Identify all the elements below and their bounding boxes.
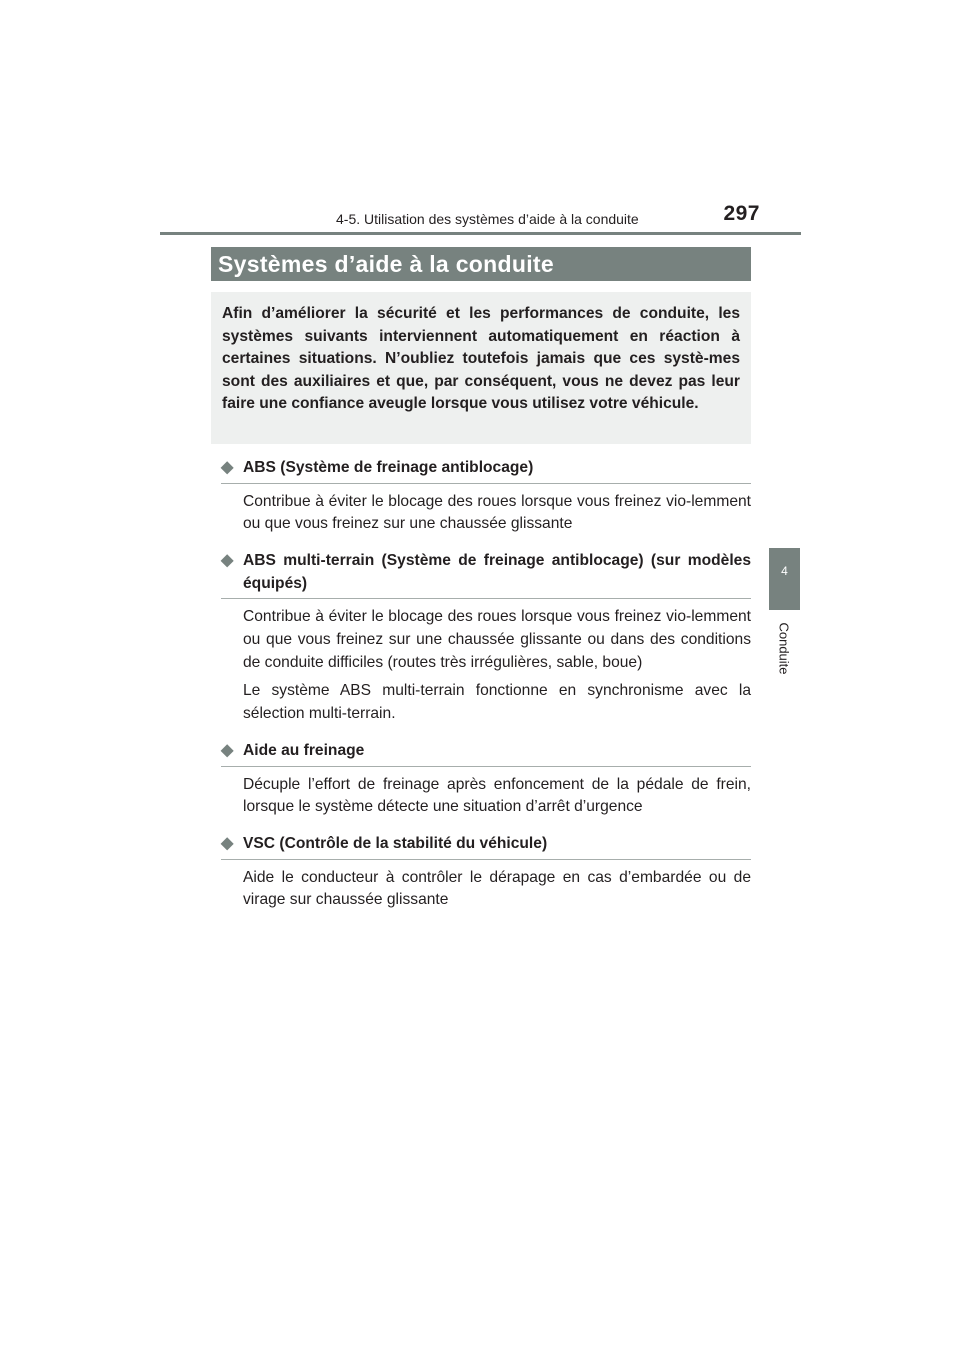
diamond-icon: ◆ <box>221 742 234 760</box>
intro-box <box>211 292 751 444</box>
feature-item-abs-multi-terrain <box>221 550 751 726</box>
diamond-icon: ◆ <box>221 835 234 853</box>
chapter-label-text: Conduite <box>776 621 792 675</box>
feature-description <box>243 774 751 820</box>
header-divider <box>160 232 801 235</box>
feature-heading-text: ABS (Système de freinage antiblocage) <box>243 459 534 476</box>
feature-item-brake-assist <box>221 740 751 819</box>
feature-heading <box>221 740 751 767</box>
feature-heading <box>221 457 751 484</box>
page-number: 297 <box>723 202 760 225</box>
feature-list <box>221 457 751 918</box>
section-reference: 4-5. Utilisation des systèmes d’aide à la conduite <box>336 211 639 227</box>
feature-item-vsc <box>221 833 751 912</box>
chapter-tab: 4 <box>769 548 800 610</box>
feature-paragraph: Décuple l’effort de freinage après enfoncement de la pédale de frein, lorsque le système détecte une situation d’arrêt d’urgence <box>243 775 751 816</box>
feature-paragraph: Le système ABS multi-terrain fonctionne en synchronisme avec la sélection multi-terrain. <box>243 682 751 723</box>
feature-paragraph: Contribue à éviter le blocage des roues lorsque vous freinez vio-lemment ou que vous freinez sur une chaussée glissante <box>243 492 751 533</box>
feature-paragraph: Contribue à éviter le blocage des roues lorsque vous freinez vio-lemment ou que vous freinez sur une chaussée glissante ou dans des conditions de conduite difficiles (routes très irrégulières, sable, boue) <box>243 608 751 671</box>
feature-description <box>243 867 751 913</box>
feature-heading-text: ABS multi-terrain (Système de freinage antiblocage) (sur modèles équipés) <box>243 552 751 592</box>
page-header <box>160 202 800 232</box>
chapter-label <box>768 618 800 678</box>
feature-description <box>243 606 751 726</box>
page-title: Systèmes d’aide à la conduite <box>211 247 751 281</box>
feature-heading <box>221 833 751 860</box>
feature-heading-text: Aide au freinage <box>243 742 365 760</box>
feature-heading <box>221 550 751 599</box>
diamond-icon: ◆ <box>221 459 234 476</box>
diamond-icon: ◆ <box>221 552 234 570</box>
intro-text: Afin d’améliorer la sécurité et les performances de conduite, les systèmes suivants interviennent automatiquement en réaction à certaines situations. N’oubliez toutefois jamais que ces systè-mes sont des auxiliaires et que, par conséquent, vous ne devez pas leur faire une confiance aveugle lorsque vous utilisez votre véhicule. <box>222 305 740 413</box>
feature-item-abs <box>221 457 751 536</box>
feature-description <box>243 491 751 537</box>
feature-heading-text: VSC (Contrôle de la stabilité du véhicule) <box>243 835 548 853</box>
feature-paragraph: Aide le conducteur à contrôler le dérapage en cas d’embardée ou de virage sur chaussée glissante <box>243 868 751 909</box>
